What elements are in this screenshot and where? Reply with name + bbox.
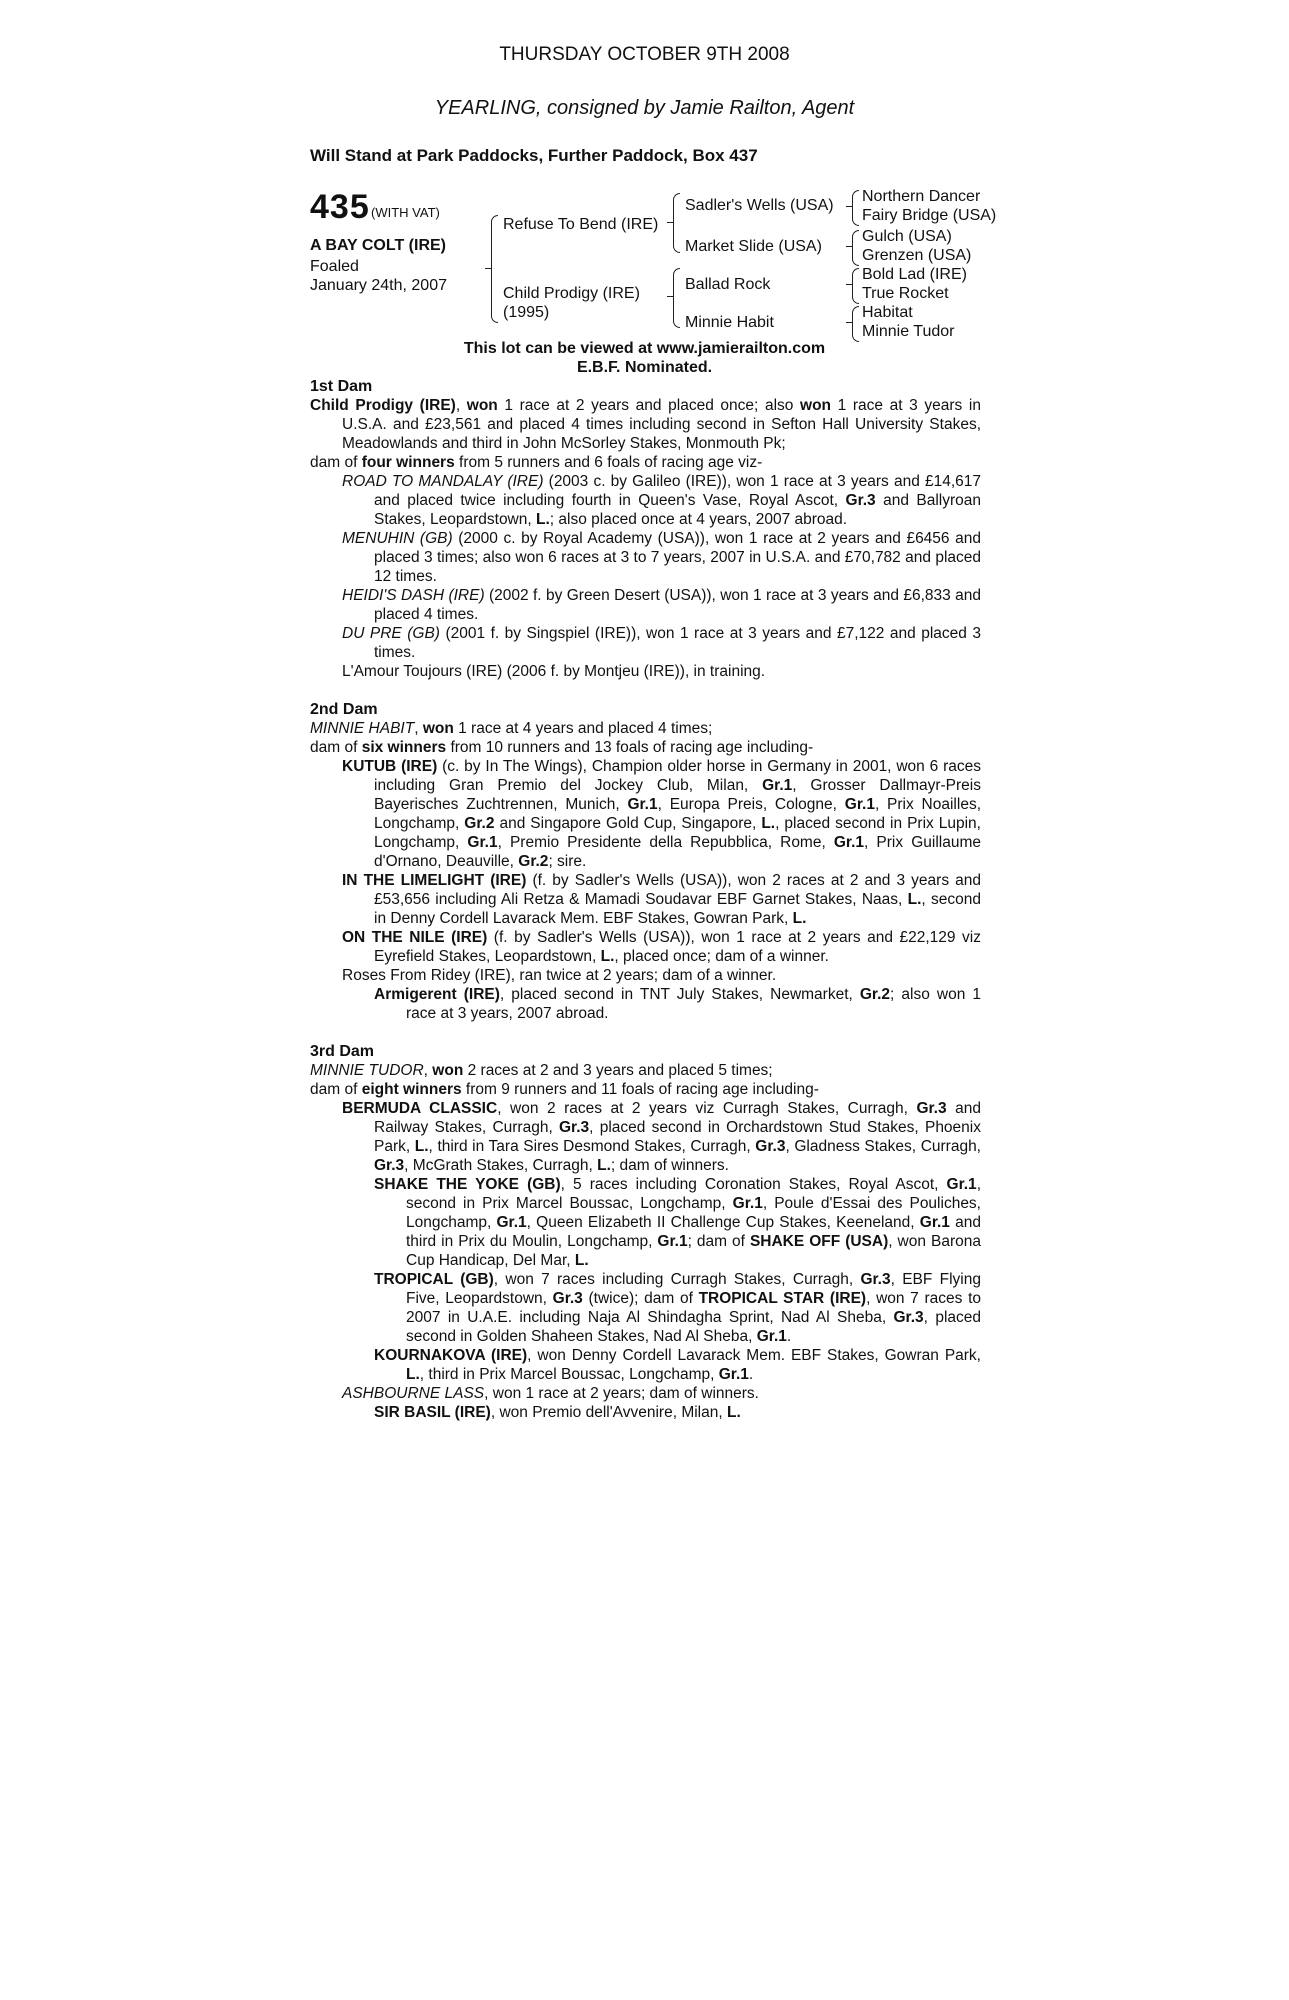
- record-text: ; also won 1 race at 3 years, 2007 abroad.: [406, 986, 981, 1022]
- progeny-entry: [310, 472, 981, 529]
- pedigree-bracket: [852, 190, 859, 226]
- progeny-entry: [310, 928, 981, 966]
- progeny-name: KOURNAKOVA (IRE): [374, 1347, 528, 1364]
- grade-label: Gr.3: [559, 1119, 590, 1136]
- grade-label: Gr.1: [844, 796, 875, 813]
- record-text: .: [748, 1366, 754, 1383]
- record-text: , 5 races including Coronation Stakes, Royal Ascot,: [560, 1176, 947, 1193]
- record-text: and Railway Stakes, Curragh,: [374, 1100, 981, 1136]
- dam-record: Child Prodigy (IRE), won 1 race at 2 years and placed once; also won 1 race at 3 years in U.S.A. and £23,561 and placed 4 times including second in Sefton Hall University Stakes, Meadowlands and third in John McSorley Stakes, Monmouth Pk;: [310, 397, 981, 452]
- section-heading: 3rd Dam: [310, 1043, 375, 1060]
- record-text: , Premio Presidente della Repubblica, Rome,: [497, 834, 834, 851]
- record-text: (2000 c. by Royal Academy (USA)), won 1 race at 2 years and £6456 and placed 3 times; also won 6 races at 3 to 7 years, 2007 in U.S.A. and £70,782 and placed 12 times.: [374, 530, 981, 585]
- record-text: 1 race at 2 years and placed once; also: [497, 397, 801, 414]
- pedigree-bracket: [852, 268, 859, 304]
- lot-number: 435: [310, 188, 370, 226]
- record-text: and Singapore Gold Cup, Singapore,: [494, 815, 762, 832]
- dam-record: MINNIE HABIT, won 1 race at 4 years and placed 4 times;: [310, 720, 713, 737]
- progeny-entry: [310, 586, 981, 624]
- progeny-entry: [310, 1270, 981, 1346]
- record-text: , won Denny Cordell Lavarack Mem. EBF Stakes, Gowran Park,: [527, 1347, 981, 1364]
- pedigree-bracket-nib: [846, 246, 852, 247]
- record-text: , Prix Guillaume d'Ornano, Deauville,: [374, 834, 981, 870]
- pedigree-ggp: Grenzen (USA): [862, 247, 972, 264]
- record-text: (f. by Sadler's Wells (USA)), won 2 races at 2 and 3 years and £53,656 including Ali Retza & Mamadi Soudavar EBF Garnet Stakes, Naas,: [374, 872, 981, 908]
- grade-label: Gr.1: [833, 834, 865, 851]
- grade-label: Gr.3: [893, 1309, 924, 1326]
- grade-label: Gr.1: [762, 777, 793, 794]
- progeny-entry: [310, 1175, 981, 1270]
- progeny-name: BERMUDA CLASSIC: [342, 1100, 498, 1117]
- progeny-name: TROPICAL STAR (IRE): [698, 1290, 867, 1307]
- progeny-entry: [310, 662, 981, 681]
- pedigree-ggp: Northern Dancer: [862, 188, 981, 205]
- foaled-label: Foaled: [310, 258, 359, 275]
- record-text: and Ballyroan Stakes, Leopardstown,: [374, 492, 982, 528]
- grade-label: Gr.1: [718, 1366, 749, 1383]
- pedigree-bracket-nib: [485, 268, 491, 269]
- pedigree-ggp: Fairy Bridge (USA): [862, 207, 997, 224]
- progeny-entry: [310, 871, 981, 928]
- record-text: dam of: [310, 1081, 362, 1098]
- winners-count: six winners: [361, 739, 447, 756]
- record-text: from 10 runners and 13 foals of racing age including-: [446, 739, 814, 756]
- pedigree-ggp: Minnie Tudor: [862, 323, 955, 340]
- record-text: , McGrath Stakes, Curragh,: [404, 1157, 598, 1174]
- record-text: (c. by In The Wings), Champion older horse in Germany in 2001, won 6 races including Gran Premio del Jockey Club, Milan,: [374, 758, 981, 794]
- record-text: , second in Denny Cordell Lavarack Mem. EBF Stakes, Gowran Park,: [374, 891, 981, 927]
- won-label: won: [466, 397, 498, 414]
- pedigree-dam: Child Prodigy (IRE): [503, 285, 640, 302]
- grade-label: Gr.2: [518, 853, 549, 870]
- record-text: , won Premio dell'Avvenire, Milan,: [490, 1404, 727, 1421]
- pedigree-bracket: [673, 268, 680, 328]
- progeny-entry: [310, 1384, 981, 1403]
- record-text: .: [786, 1328, 792, 1345]
- grade-label: Gr.3: [755, 1138, 786, 1155]
- record-text: , won 1 race at 2 years; dam of winners.: [484, 1385, 759, 1402]
- grade-label: Gr.3: [374, 1157, 405, 1174]
- dam-of-line: [310, 1080, 981, 1099]
- grade-label: Gr.2: [464, 815, 495, 832]
- record-text: 1 race at 3 years in U.S.A. and £23,561 and placed 4 times including second in Sefton Hall University Stakes, Meadowlands and third in John McSorley Stakes, Monmouth Pk;: [342, 397, 981, 452]
- listed-label: L.: [597, 1157, 611, 1174]
- progeny-name: SHAKE THE YOKE (GB): [374, 1176, 561, 1193]
- listed-label: L.: [406, 1366, 420, 1383]
- progeny-name: SIR BASIL (IRE): [374, 1404, 491, 1421]
- winners-count: four winners: [361, 454, 455, 471]
- pedigree-bracket-nib: [846, 322, 852, 323]
- progeny-name: TROPICAL (GB): [374, 1271, 494, 1288]
- progeny-entry: [310, 1346, 981, 1384]
- won-label: won: [422, 720, 454, 737]
- grade-label: Gr.1: [919, 1214, 950, 1231]
- progeny-entry: [310, 966, 981, 985]
- record-text: dam of: [310, 454, 362, 471]
- record-text: ; dam of winners.: [610, 1157, 729, 1174]
- pedigree-bracket: [673, 193, 680, 253]
- progeny-name: SHAKE OFF (USA): [749, 1233, 889, 1250]
- won-label: won: [432, 1062, 464, 1079]
- record-text: (2003 c. by Galileo (IRE)), won 1 race at 3 years and £14,617 and placed twice including fourth in Queen's Vase, Royal Ascot,: [374, 473, 981, 509]
- pedigree-bracket-nib: [846, 206, 852, 207]
- record-text: 1 race at 4 years and placed 4 times;: [453, 720, 713, 737]
- listed-label: L.: [600, 948, 615, 965]
- pedigree-sire-sire: Sadler's Wells (USA): [685, 197, 834, 214]
- pedigree-bracket: [852, 306, 859, 342]
- record-text: ; sire.: [548, 853, 587, 870]
- pedigree-ggp: True Rocket: [862, 285, 949, 302]
- record-text: , won 7 races including Curragh Stakes, Curragh,: [493, 1271, 861, 1288]
- record-text: , Queen Elizabeth II Challenge Cup Stakes, Keeneland,: [526, 1214, 920, 1231]
- progeny-name: ON THE NILE (IRE): [342, 929, 488, 946]
- pedigree-sire: Refuse To Bend (IRE): [503, 216, 659, 233]
- record-text: , third in Prix Marcel Boussac, Longchamp,: [419, 1366, 719, 1383]
- record-text: , won Barona Cup Handicap, Del Mar,: [406, 1233, 981, 1269]
- record-text: , placed second in TNT July Stakes, Newmarket,: [499, 986, 860, 1003]
- winners-count: eight winners: [361, 1081, 462, 1098]
- record-text: from 9 runners and 11 foals of racing age including-: [461, 1081, 819, 1098]
- progeny-name: ROAD TO MANDALAY (IRE): [342, 473, 544, 490]
- progeny-name: DU PRE (GB): [342, 625, 440, 642]
- listed-label: L.: [414, 1138, 429, 1155]
- listed-label: L.: [907, 891, 922, 908]
- dam-name: MINNIE TUDOR: [310, 1062, 424, 1079]
- record-text: , placed second in Orchardstown Stud Stakes, Phoenix Park,: [374, 1119, 981, 1155]
- progeny-name: KUTUB (IRE): [342, 758, 438, 775]
- vat-note: (WITH VAT): [371, 205, 440, 220]
- progeny-entry: [310, 985, 981, 1023]
- record-text: Roses From Ridey (IRE), ran twice at 2 years; dam of a winner.: [342, 967, 777, 984]
- sale-date: THURSDAY OCTOBER 9TH 2008: [499, 44, 790, 65]
- progeny-entry: [310, 529, 981, 586]
- pedigree-bracket-nib: [667, 296, 673, 297]
- progeny-name: Armigerent (IRE): [374, 986, 500, 1003]
- grade-label: Gr.3: [845, 492, 876, 509]
- dam-name: MINNIE HABIT: [310, 720, 415, 737]
- record-text: , third in Tara Sires Desmond Stakes, Curragh,: [428, 1138, 756, 1155]
- grade-label: Gr.1: [657, 1233, 688, 1250]
- listed-label: L.: [536, 511, 550, 528]
- record-text: , Poule d'Essai des Pouliches, Longchamp,: [406, 1195, 981, 1231]
- progeny-name: MENUHIN (GB): [342, 530, 453, 547]
- grade-label: Gr.1: [627, 796, 658, 813]
- listed-label: L.: [574, 1252, 589, 1269]
- dam-name: Child Prodigy (IRE): [310, 397, 456, 414]
- grade-label: Gr.1: [496, 1214, 527, 1231]
- pedigree-ggp: Habitat: [862, 304, 913, 321]
- record-text: ; also placed once at 4 years, 2007 abroad.: [549, 511, 848, 528]
- stand-location: Will Stand at Park Paddocks, Further Paddock, Box 437: [310, 146, 758, 165]
- pedigree-ggp: Bold Lad (IRE): [862, 266, 967, 283]
- listed-label: L.: [792, 910, 807, 927]
- record-text: dam of: [310, 739, 362, 756]
- pedigree-dam-dam: Minnie Habit: [685, 314, 774, 331]
- pedigree-bracket: [852, 230, 859, 266]
- record-text: from 5 runners and 6 foals of racing age viz-: [454, 454, 763, 471]
- dam-of-line: [310, 738, 981, 757]
- progeny-entry: [310, 1403, 981, 1422]
- grade-label: Gr.3: [552, 1290, 583, 1307]
- progeny-name: ASHBOURNE LASS: [342, 1385, 485, 1402]
- record-text: (f. by Sadler's Wells (USA)), won 1 race at 2 years and £22,129 viz Eyrefield Stakes, Leopardstown,: [374, 929, 981, 965]
- consignment-line: YEARLING, consigned by Jamie Railton, Agent: [434, 97, 855, 119]
- dam-of-line: [310, 453, 981, 472]
- record-text: , Prix Noailles, Longchamp,: [374, 796, 981, 832]
- section-heading: 1st Dam: [310, 378, 373, 395]
- record-text: , Grosser Dallmayr-Preis Bayerisches Zuchtrennen, Munich,: [374, 777, 981, 813]
- pedigree-sire-dam: Market Slide (USA): [685, 238, 822, 255]
- produce-record: [310, 377, 981, 1422]
- progeny-entry: [310, 624, 981, 662]
- grade-label: Gr.1: [756, 1328, 787, 1345]
- grade-label: Gr.1: [946, 1176, 977, 1193]
- horse-name: A BAY COLT (IRE): [310, 237, 447, 254]
- record-text: (2001 f. by Singspiel (IRE)), won 1 race at 3 years and £7,122 and placed 3 times.: [374, 625, 981, 661]
- dam-record: MINNIE TUDOR, won 2 races at 2 and 3 years and placed 5 times;: [310, 1062, 773, 1079]
- progeny-name: IN THE LIMELIGHT (IRE): [342, 872, 527, 889]
- record-text: ; dam of: [687, 1233, 750, 1250]
- record-text: , won 2 races at 2 years viz Curragh Stakes, Curragh,: [497, 1100, 917, 1117]
- foaled-date: January 24th, 2007: [310, 277, 447, 294]
- listed-label: L.: [761, 815, 776, 832]
- pedigree-bracket-nib: [667, 222, 673, 223]
- pedigree-dam-year: (1995): [503, 304, 550, 321]
- record-text: , placed once; dam of a winner.: [614, 948, 829, 965]
- record-text: (2002 f. by Green Desert (USA)), won 1 race at 3 years and £6,833 and placed 4 times.: [374, 587, 981, 623]
- record-text: (twice); dam of: [582, 1290, 699, 1307]
- record-text: , placed second in Golden Shaheen Stakes, Nad Al Sheba,: [406, 1309, 981, 1345]
- record-text: , placed second in Prix Lupin, Longchamp,: [374, 815, 981, 851]
- progeny-entry: [310, 757, 981, 871]
- viewing-note: This lot can be viewed at www.jamierailton.com: [463, 340, 826, 357]
- record-text: , Gladness Stakes, Curragh,: [785, 1138, 981, 1155]
- pedigree-ggp: Gulch (USA): [862, 228, 952, 245]
- grade-label: Gr.1: [467, 834, 498, 851]
- progeny-name: HEIDI'S DASH (IRE): [342, 587, 485, 604]
- foaled-info: [310, 257, 447, 295]
- record-text: , Europa Preis, Cologne,: [657, 796, 845, 813]
- pedigree-bracket: [491, 215, 498, 323]
- record-text: L'Amour Toujours (IRE) (2006 f. by Montjeu (IRE)), in training.: [342, 663, 766, 680]
- record-text: and third in Prix du Moulin, Longchamp,: [406, 1214, 981, 1250]
- record-text: , EBF Flying Five, Leopardstown,: [406, 1271, 981, 1307]
- grade-label: Gr.2: [859, 986, 891, 1003]
- record-text: , won 7 races to 2007 in U.A.E. including Naja Al Shindagha Sprint, Nad Al Sheba,: [406, 1290, 981, 1326]
- record-text: 2 races at 2 and 3 years and placed 5 times;: [463, 1062, 773, 1079]
- record-text: , second in Prix Marcel Boussac, Longchamp,: [406, 1176, 981, 1212]
- ebf-note: E.B.F. Nominated.: [576, 359, 713, 376]
- pedigree-bracket-nib: [846, 284, 852, 285]
- grade-label: Gr.3: [916, 1100, 947, 1117]
- grade-label: Gr.3: [860, 1271, 891, 1288]
- progeny-entry: [310, 1099, 981, 1175]
- listed-label: L.: [726, 1404, 741, 1421]
- section-heading: 2nd Dam: [310, 701, 378, 718]
- grade-label: Gr.1: [732, 1195, 763, 1212]
- won-label: won: [800, 397, 832, 414]
- pedigree-dam-sire: Ballad Rock: [685, 276, 771, 293]
